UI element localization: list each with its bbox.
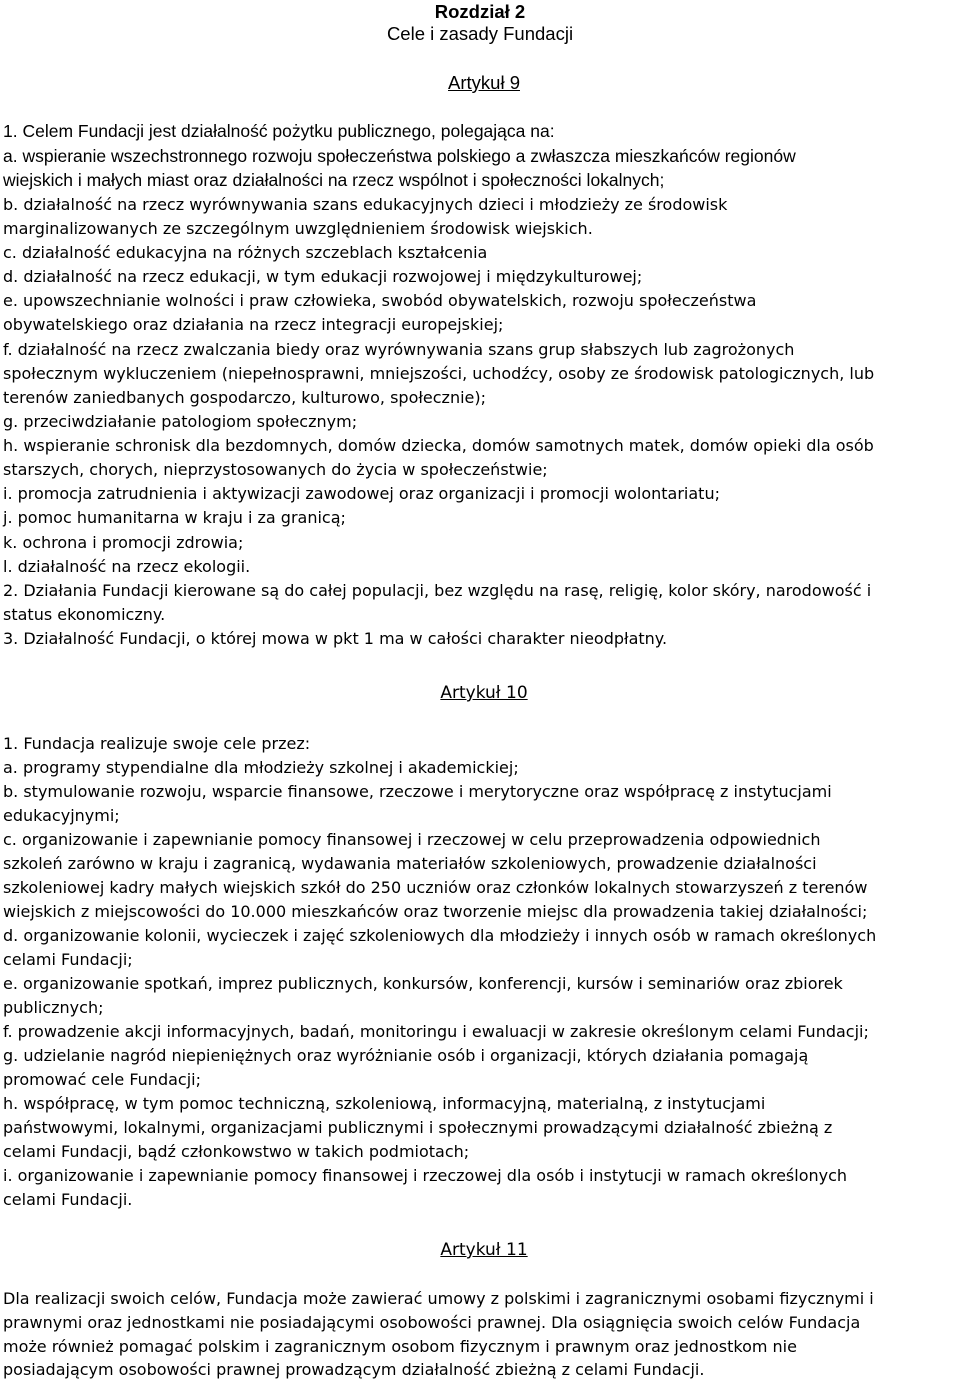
article-10-heading: Artykuł 10 [440, 683, 528, 703]
chapter-subtitle: Cele i zasady Fundacji [386, 23, 574, 44]
paragraph-line: e. upowszechnianie wolności i praw człowieka, swobód obywatelskich, rozwoju społeczeństwa [3, 291, 757, 310]
paragraph-line: marginalizowanych ze szczególnym uwzględnieniem środowisk wiejskich. [3, 219, 593, 238]
paragraph-line: a. programy stypendialne dla młodzieży szkolnej i akademickiej; [3, 758, 519, 777]
paragraph-line: celami Fundacji; [3, 950, 133, 969]
paragraph-line: b. działalność na rzecz wyrównywania szans edukacyjnych dzieci i młodzieży ze środowisk [3, 195, 728, 214]
paragraph-line: 1. Fundacja realizuje swoje cele przez: [3, 734, 311, 753]
paragraph-line: f. działalność na rzecz zwalczania biedy oraz wyrównywania szans grup słabszych lub zagrożonych [3, 340, 795, 359]
article-11-heading: Artykuł 11 [440, 1240, 528, 1260]
paragraph-line: społecznym wykluczeniem (niepełnosprawni, mniejszości, uchodźcy, osoby ze środowisk patologicznych, lub [3, 364, 875, 383]
paragraph-line: celami Fundacji. [3, 1190, 133, 1209]
paragraph-line: wiejskich z miejscowości do 10.000 mieszkańców oraz tworzenie miejsc dla prowadzenia takiej działalności; [3, 902, 868, 921]
paragraph-line: i. organizowanie i zapewnianie pomocy finansowej i rzeczowej dla osób i instytucji w ramach określonych [3, 1166, 848, 1185]
paragraph-line: promować cele Fundacji; [3, 1070, 201, 1089]
paragraph-line: posiadającym osobowości prawnej prowadzącym działalność zbieżną z celami Fundacji. [3, 1360, 705, 1379]
paragraph-line: g. przeciwdziałanie patologiom społecznym; [3, 412, 358, 431]
paragraph-line: 3. Działalność Fundacji, o której mowa w pkt 1 ma w całości charakter nieodpłatny. [3, 629, 668, 648]
paragraph-line: d. organizowanie kolonii, wycieczek i zajęć szkoleniowych dla młodzieży i innych osób w ramach określonych [3, 926, 877, 945]
paragraph-line: status ekonomiczny. [3, 605, 166, 624]
article-9-heading: Artykuł 9 [448, 72, 520, 93]
paragraph-line: g. udzielanie nagród niepieniężnych oraz wyróżnianie osób i organizacji, których działania pomagają [3, 1046, 809, 1065]
paragraph-line: i. promocja zatrudnienia i aktywizacji zawodowej oraz organizacji i promocji wolontariatu; [3, 484, 720, 503]
paragraph-line: wiejskich i małych miast oraz działalności na rzecz wspólnot i społeczności lokalnych; [3, 170, 665, 190]
paragraph-line: szkoleń zarówno w kraju i zagranicą, wydawania materiałów szkoleniowych, prowadzenie działalności [3, 854, 817, 873]
paragraph-line: h. współpracę, w tym pomoc techniczną, szkoleniową, informacyjną, materialną, z instytucjami [3, 1094, 766, 1113]
paragraph-line: d. działalność na rzecz edukacji, w tym edukacji rozwojowej i międzykulturowej; [3, 267, 643, 286]
paragraph-line: terenów zaniedbanych gospodarczo, kulturowo, społecznie); [3, 388, 487, 407]
paragraph-line: e. organizowanie spotkań, imprez publicznych, konkursów, konferencji, kursów i seminariów oraz zbiorek [3, 974, 843, 993]
paragraph-line: a. wspieranie wszechstronnego rozwoju społeczeństwa polskiego a zwłaszcza mieszkańców regionów [3, 146, 796, 166]
paragraph-line: f. prowadzenie akcji informacyjnych, badań, monitoringu i ewaluacji w zakresie określonym celami Fundacji; [3, 1022, 869, 1041]
paragraph-line: starszych, chorych, nieprzystosowanych do życia w społeczeństwie; [3, 460, 548, 479]
paragraph-line: j. pomoc humanitarna w kraju i za granicą; [3, 508, 346, 527]
paragraph-line: publicznych; [3, 998, 104, 1017]
paragraph-line: szkoleniowej kadry małych wiejskich szkół do 250 uczniów oraz członków lokalnych stowarzyszeń z terenów [3, 878, 868, 897]
paragraph-line: l. działalność na rzecz ekologii. [3, 557, 251, 576]
paragraph-line: c. organizowanie i zapewnianie pomocy finansowej i rzeczowej w celu przeprowadzenia odpowiednich [3, 830, 821, 849]
paragraph-line: h. wspieranie schronisk dla bezdomnych, domów dziecka, domów samotnych matek, domów opieki dla osób [3, 436, 874, 455]
paragraph-line: k. ochrona i promocji zdrowia; [3, 533, 244, 552]
paragraph-line: prawnymi oraz jednostkami nie posiadającymi osobowości prawnej. Dla osiągnięcia swoich celów Fundacja [3, 1313, 861, 1332]
paragraph-line: obywatelskiego oraz działania na rzecz integracji europejskiej; [3, 315, 504, 334]
paragraph-line: celami Fundacji, bądź członkowstwo w takich podmiotach; [3, 1142, 470, 1161]
paragraph-line: edukacyjnymi; [3, 806, 120, 825]
paragraph-line: c. działalność edukacyjna na różnych szczeblach kształcenia [3, 243, 488, 262]
paragraph-line: może również pomagać polskim i zagranicznym osobom fizycznym i prawnym oraz jednostkom nie [3, 1337, 797, 1356]
chapter-title: Rozdział 2 [434, 1, 526, 22]
paragraph-line: państwowymi, lokalnymi, organizacjami publicznymi i społecznymi prowadzącymi działalność zbieżną z [3, 1118, 833, 1137]
paragraph-line: 1. Celem Fundacji jest działalność pożytku publicznego, polegająca na: [3, 121, 555, 141]
paragraph-line: 2. Działania Fundacji kierowane są do całej populacji, bez względu na rasę, religię, kolor skóry, narodowość i [3, 581, 872, 600]
paragraph-line: b. stymulowanie rozwoju, wsparcie finansowe, rzeczowe i merytoryczne oraz współpracę z instytucjami [3, 782, 832, 801]
paragraph-line: Dla realizacji swoich celów, Fundacja może zawierać umowy z polskimi i zagranicznymi osobami fizycznymi i [3, 1289, 874, 1308]
